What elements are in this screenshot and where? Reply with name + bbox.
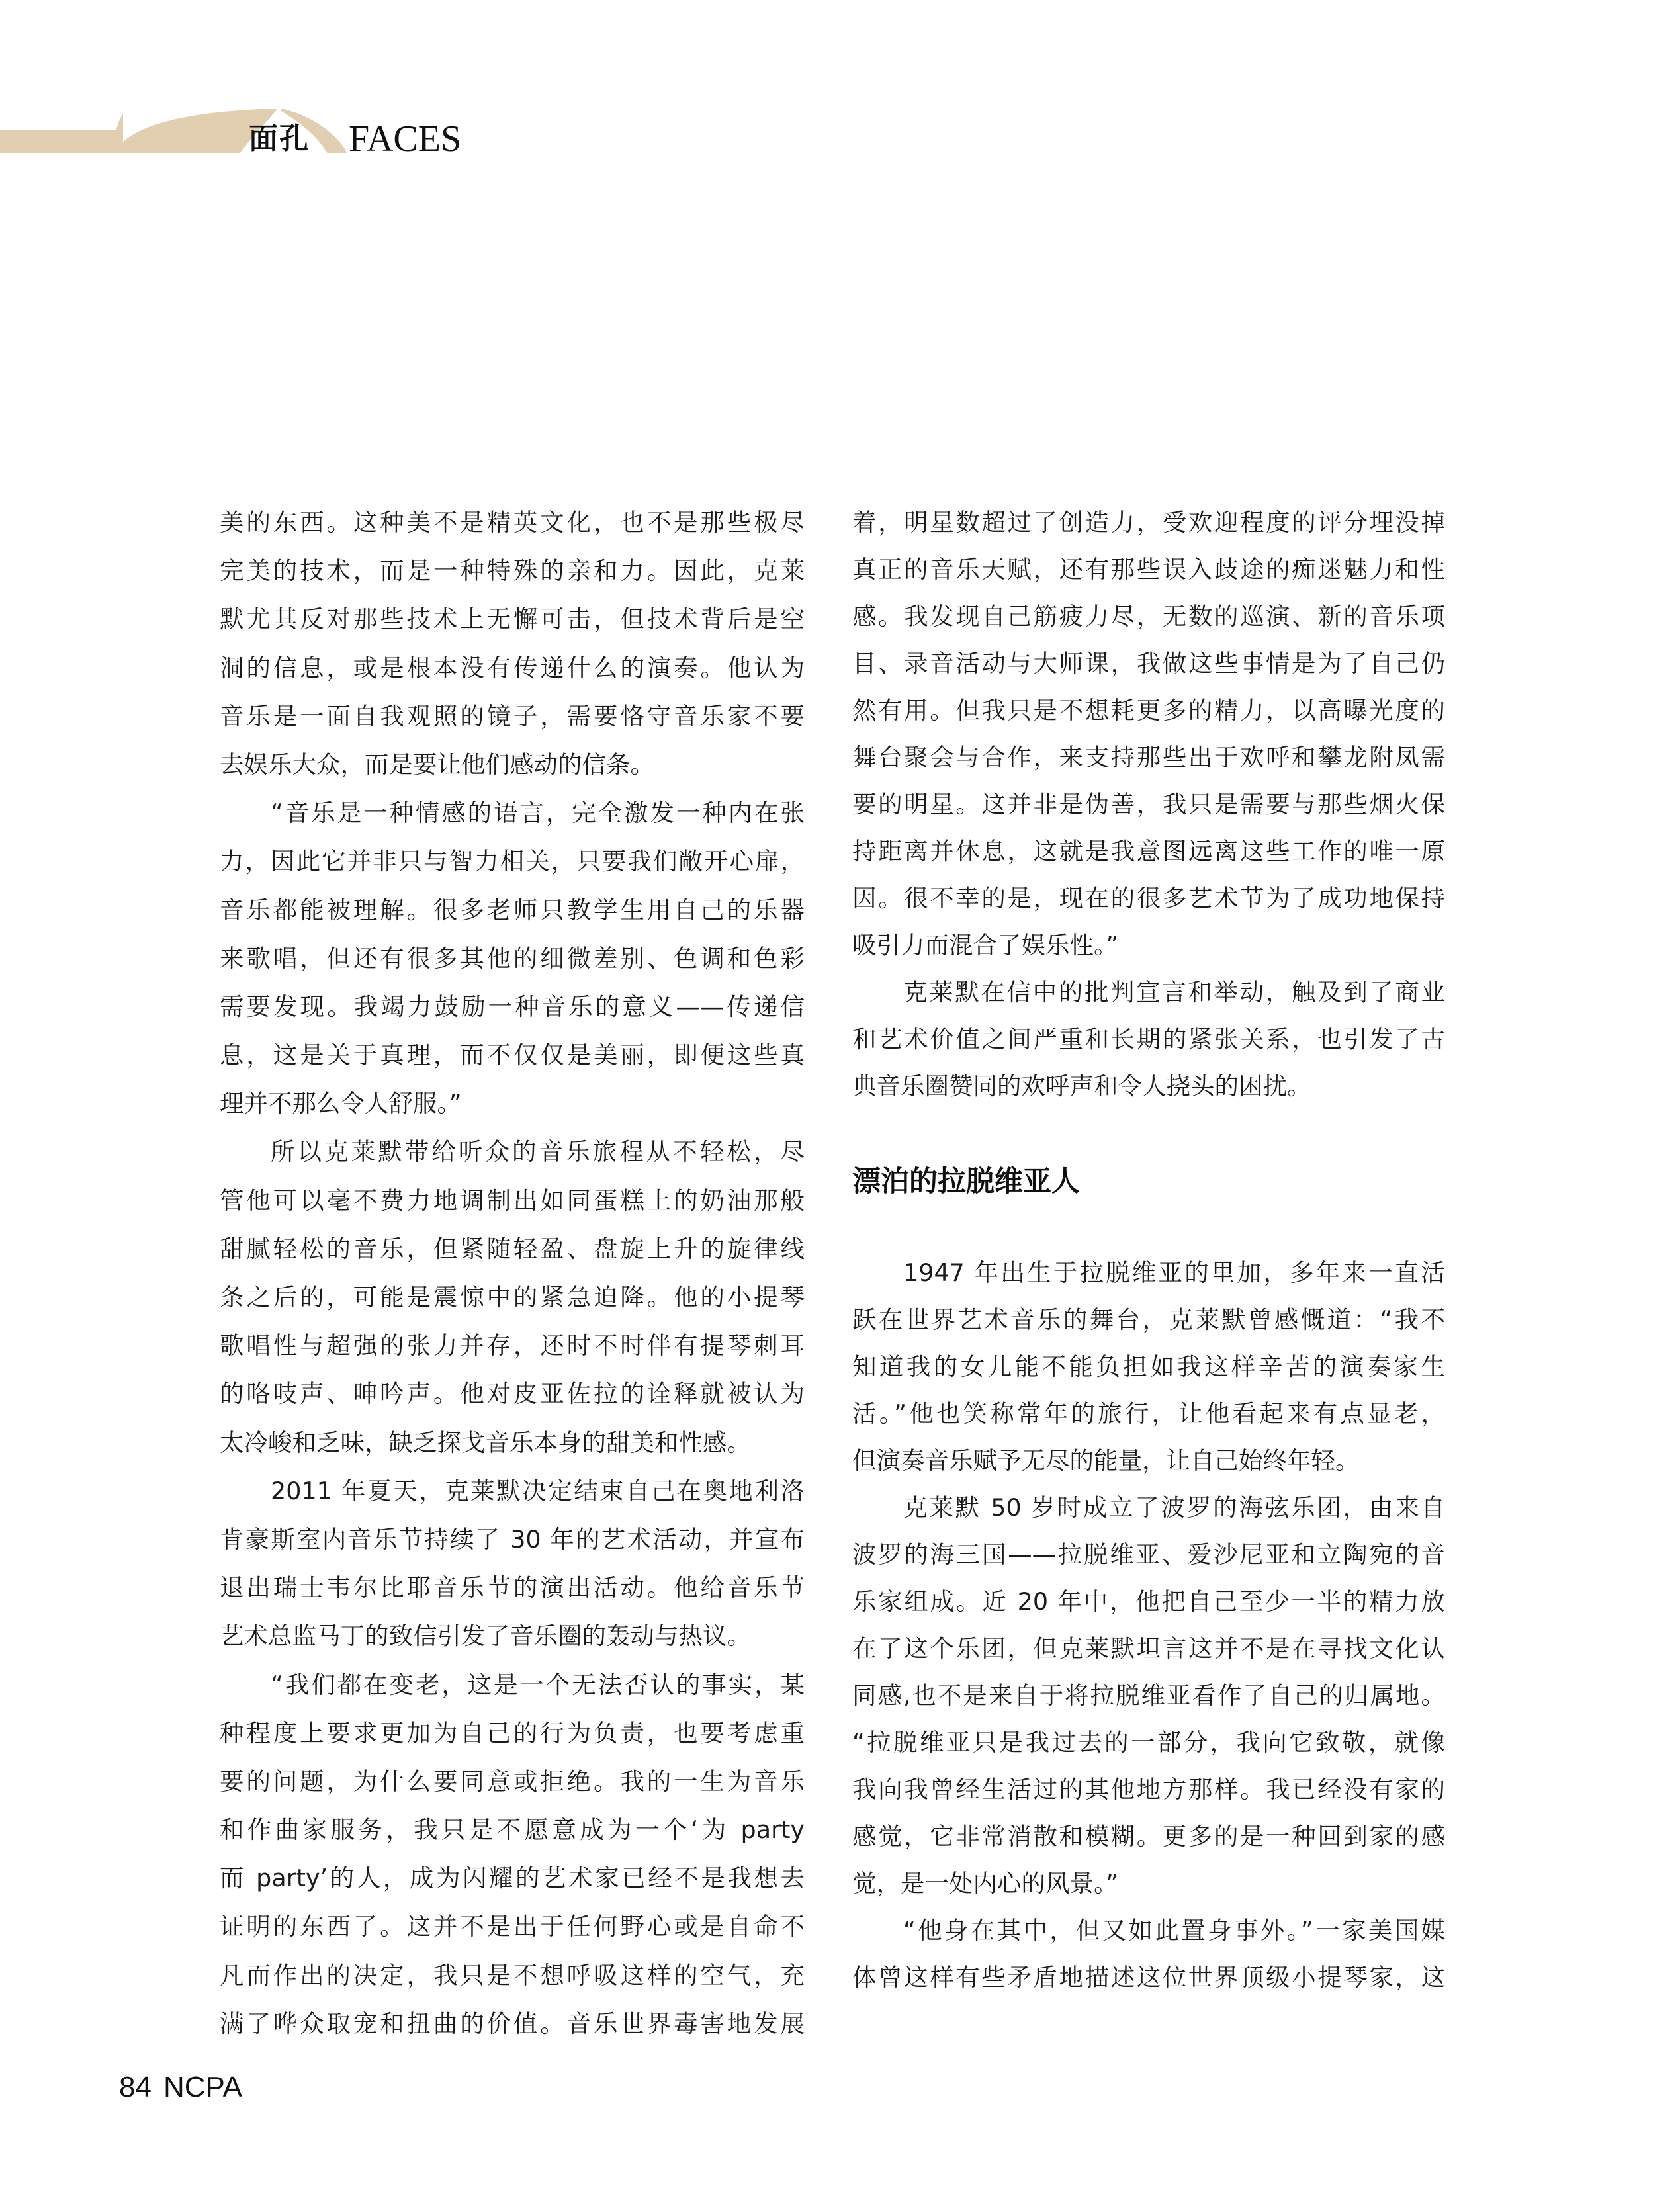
text-line: 活。”他也笑称常年的旅行，让他看起来有点显老， (852, 1399, 1445, 1428)
text-line: 2011 年夏天，克莱默决定结束自己在奥地利洛 (271, 1476, 805, 1505)
text-line: 来歌唱，但还有很多其他的细微差别、色调和色彩 (220, 943, 805, 973)
text-line: 典音乐圈赞同的欢呼声和令人挠头的困扰。 (852, 1072, 1311, 1100)
paragraph (220, 1667, 805, 2054)
text-line: “音乐是一种情感的语言，完全激发一种内在张 (271, 799, 805, 828)
text-line: 所以克莱默带给听众的音乐旅程从不轻松，尽 (271, 1137, 805, 1166)
text-line: 着，明星数超过了创造力，受欢迎程度的评分埋没掉 (852, 508, 1445, 537)
text-line: 音乐是一面自我观照的镜子，需要恪守音乐家不要 (220, 701, 805, 730)
text-line: 艺术总监马丁的致信引发了音乐圈的轰动与热议。 (220, 1622, 751, 1651)
paragraph (220, 504, 805, 795)
text-line: 而 party’的人，成为闪耀的艺术家已经不是我想去 (220, 1864, 805, 1893)
text-line: 条之后的，可能是震惊中的紧急迫降。他的小提琴 (220, 1283, 805, 1311)
text-line: 舞台聚会与合作，来支持那些出于欢呼和攀龙附凤需 (852, 743, 1445, 771)
text-line: 洞的信息，或是根本没有传递什么的演奏。他认为 (220, 653, 805, 682)
text-line: 真正的音乐天赋，还有那些误入歧途的痴迷魅力和性 (852, 555, 1445, 584)
paragraph (220, 1133, 805, 1472)
text-line: 需要发现。我竭力鼓励一种音乐的意义——传递信 (220, 992, 805, 1021)
paragraph (852, 974, 1445, 1115)
right-text-column-lower (852, 1254, 1445, 2006)
text-line: 歌唱性与超强的张力并存，还时不时伴有提琴刺耳 (220, 1331, 805, 1360)
text-line: 种程度上要求更加为自己的行为负责，也要考虑重 (220, 1718, 805, 1747)
text-line: 和艺术价值之间严重和长期的紧张关系，也引发了古 (852, 1025, 1445, 1053)
publication-name: NCPA (163, 2071, 242, 2103)
text-line: 去娱乐大众，而是要让他们感动的信条。 (220, 750, 654, 779)
text-line: 凡而作出的决定，我只是不想呼吸这样的空气，充 (220, 1960, 805, 1990)
text-line: 要的明星。这并非是伪善，我只是需要与那些烟火保 (852, 790, 1445, 818)
section-title-english: FACES (349, 118, 462, 159)
text-line: 同感,也不是来自于将拉脱维亚看作了自己的归属地。 (852, 1681, 1445, 1710)
text-line: 的咯吱声、呻吟声。他对皮亚佐拉的诠释就被认为 (220, 1379, 805, 1409)
text-line: 乐家组成。近 20 年中，他把自己至少一半的精力放 (852, 1587, 1445, 1616)
text-line: 要的问题，为什么要同意或拒绝。我的一生为音乐 (220, 1767, 805, 1796)
text-line: 满了哗众取宠和扭曲的价值。音乐世界毒害地发展 (220, 2009, 805, 2038)
text-line: 持距离并休息，这就是我意图远离这些工作的唯一原 (852, 837, 1445, 865)
text-line: “拉脱维亚只是我过去的一部分，我向它致敬，就像 (852, 1728, 1445, 1757)
right-text-column-upper (852, 504, 1445, 1115)
page-number: 84 (119, 2071, 152, 2103)
paragraph (220, 1473, 805, 1667)
page-footer (119, 2071, 254, 2104)
article-subheading: 漂泊的拉脱维亚人 (852, 1165, 1080, 1198)
text-line: 肯豪斯室内音乐节持续了 30 年的艺术活动，并宣布 (220, 1524, 805, 1553)
section-title-chinese: 面孔 (249, 122, 310, 155)
text-line: 在了这个乐团，但克莱默坦言这并不是在寻找文化认 (852, 1634, 1445, 1663)
text-line: “他身在其中，但又如此置身事外。”一家美国媒 (903, 1916, 1445, 1945)
text-line: 感。我发现自己筋疲力尽，无数的巡演、新的音乐项 (852, 602, 1445, 631)
text-line: 但演奏音乐赋予无尽的能量，让自己始终年轻。 (852, 1446, 1360, 1475)
text-line: 体曾这样有些矛盾地描述这位世界顶级小提琴家，这 (852, 1963, 1445, 1991)
paragraph (852, 1912, 1445, 2006)
text-line: 感觉，它非常消散和模糊。更多的是一种回到家的感 (852, 1822, 1445, 1851)
left-text-column (220, 504, 805, 2054)
text-line: 太冷峻和乏味，缺乏探戈音乐本身的甜美和性感。 (220, 1428, 751, 1457)
paragraph (852, 1489, 1445, 1912)
text-line: 1947 年出生于拉脱维亚的里加，多年来一直活 (903, 1258, 1445, 1287)
text-line: 音乐都能被理解。很多老师只教学生用自己的乐器 (220, 895, 805, 924)
paragraph (852, 1254, 1445, 1489)
text-line: 息，这是关于真理，而不仅仅是美丽，即便这些真 (220, 1041, 805, 1070)
text-line: “我们都在变老，这是一个无法否认的事实，某 (271, 1670, 805, 1699)
paragraph (220, 795, 805, 1133)
text-line: 觉，是一处内心的风景。” (852, 1869, 1119, 1898)
text-line: 证明的东西了。这并不是出于任何野心或是自命不 (220, 1912, 805, 1941)
paragraph (852, 504, 1445, 974)
text-line: 甜腻轻松的音乐，但紧随轻盈、盘旋上升的旋律线 (220, 1234, 805, 1263)
text-line: 我向我曾经生活过的其他地方那样。我已经没有家的 (852, 1775, 1445, 1804)
text-line: 然有用。但我只是不想耗更多的精力，以高曝光度的 (852, 696, 1445, 724)
banner-flat-band (0, 114, 123, 153)
text-line: 吸引力而混合了娱乐性。” (852, 931, 1119, 959)
text-line: 完美的技术，而是一种特殊的亲和力。因此，克莱 (220, 556, 805, 586)
text-line: 知道我的女儿能不能负担如我这样辛苦的演奏家生 (852, 1352, 1445, 1381)
text-line: 波罗的海三国——拉脱维亚、爱沙尼亚和立陶宛的音 (852, 1540, 1445, 1569)
text-line: 默尤其反对那些技术上无懈可击，但技术背后是空 (220, 605, 805, 634)
text-line: 美的东西。这种美不是精英文化，也不是那些极尽 (220, 508, 805, 537)
text-line: 因。很不幸的是，现在的很多艺术节为了成功地保持 (852, 884, 1445, 912)
text-line: 克莱默 50 岁时成立了波罗的海弦乐团，由来自 (903, 1493, 1445, 1522)
text-line: 克莱默在信中的批判宣言和举动，触及到了商业 (903, 978, 1445, 1006)
text-line: 理并不那么令人舒服。” (220, 1089, 462, 1118)
text-line: 和作曲家服务，我只是不愿意成为一个‘为 party (220, 1816, 805, 1845)
text-line: 目、录音活动与大师课，我做这些事情是为了自己仍 (852, 649, 1445, 678)
text-line: 管他可以毫不费力地调制出如同蛋糕上的奶油那般 (220, 1186, 805, 1215)
text-line: 力，因此它并非只与智力相关，只要我们敞开心扉， (220, 847, 805, 876)
text-line: 退出瑞士韦尔比耶音乐节的演出活动。他给音乐节 (220, 1573, 805, 1602)
text-line: 跃在世界艺术音乐的舞台，克莱默曾感慨道：“我不 (852, 1305, 1445, 1334)
